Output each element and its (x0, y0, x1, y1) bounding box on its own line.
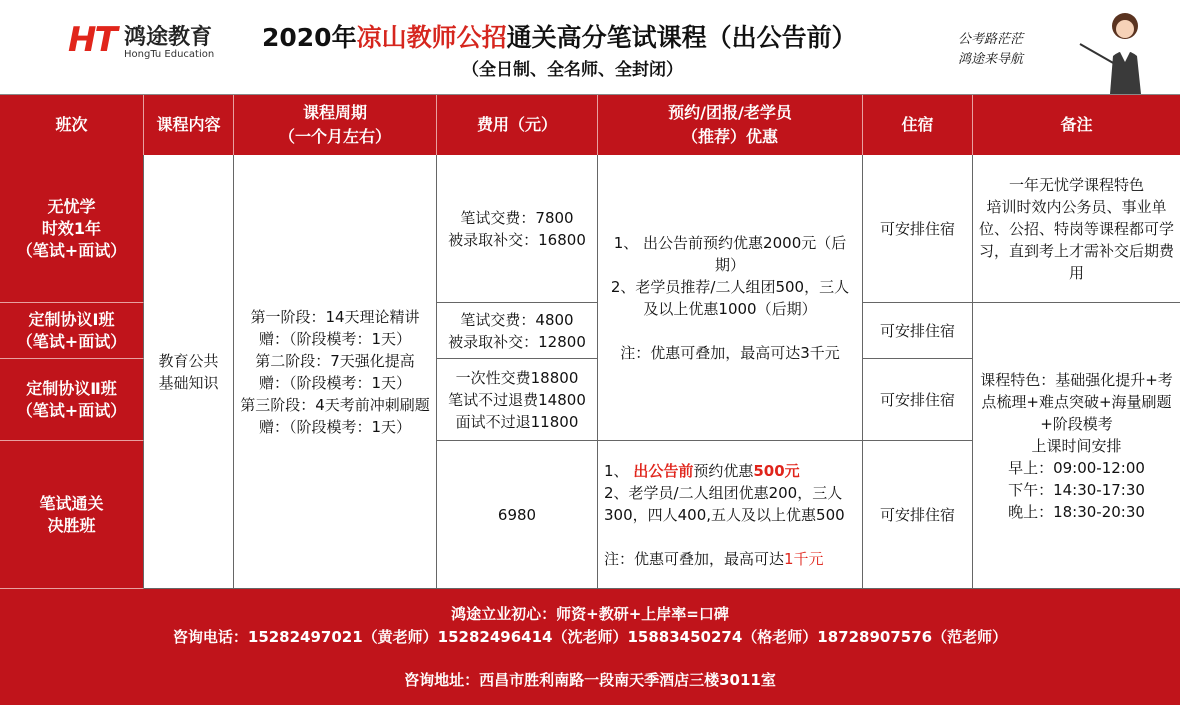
column-header-lodging: 住宿 (863, 95, 973, 155)
contact-footer (0, 589, 1180, 705)
discount-lower-note: 注：优惠可叠加，最高可达1千元 (604, 549, 824, 568)
logo-english: HongTu Education (124, 49, 215, 60)
slogan: 公考路茫茫 鸿途来导航 (958, 32, 1024, 67)
course-content: 教育公共 基础知识 (144, 155, 234, 589)
page-subtitle: （全日制、全名师、全封闭） (462, 60, 683, 80)
fee-4: 6980 (437, 441, 598, 589)
course-schedule: 第一阶段：14天理论精讲 赠：（阶段模考：1天） 第二阶段：7天强化提高 赠：（阶段模考：1天） 第三阶段：4天考前冲刺刷题 赠：（阶段模考：1天） (234, 155, 437, 589)
remark-lower: 课程特色：基础强化提升+考点梳理+难点突破+海量刷题+阶段模考 上课时间安排 早上：09:00-12:00 下午：14:30-17:30 晚上：18:30-20:30 (973, 303, 1180, 589)
lodging-3: 可安排住宿 (863, 359, 973, 441)
lodging-1: 可安排住宿 (863, 155, 973, 303)
class-name-2: 定制协议Ⅰ班 （笔试+面试） (0, 303, 144, 359)
class-name-4: 笔试通关 决胜班 (0, 441, 144, 589)
discount-lower-line2: 2、老学员/二人组团优惠200，三人300，四人400,五人及以上优惠500 (604, 483, 845, 524)
logo-mark: HT (68, 20, 116, 60)
column-header-period: 课程周期 （一个月左右） (234, 95, 437, 155)
lodging-4: 可安排住宿 (863, 441, 973, 589)
column-header-fee: 费用（元） (437, 95, 598, 155)
footer-address: 咨询地址：西昌市胜利南路一段南天季酒店三楼3011室 (404, 671, 776, 689)
logo-name: 鸿途教育 (124, 25, 213, 50)
fee-1: 笔试交费：7800 被录取补交：16800 (437, 155, 598, 303)
brand-logo (68, 18, 238, 62)
page-header (0, 0, 1180, 95)
fee-2: 笔试交费：4800 被录取补交：12800 (437, 303, 598, 359)
column-header-remark: 备注 (973, 95, 1180, 155)
remark-upper: 一年无忧学课程特色 培训时效内公务员、事业单位、公招、特岗等课程都可学习，直到考上才需补交后期费用 (973, 155, 1180, 303)
column-header-class: 班次 (0, 95, 144, 155)
lodging-2: 可安排住宿 (863, 303, 973, 359)
footer-motto: 鸿途立业初心：师资+教研+上岸率=口碑 (451, 605, 729, 623)
fee-3: 一次性交费18800 笔试不过退费14800 面试不过退11800 (437, 359, 598, 441)
page-title: 2020年凉山教师公招通关高分笔试课程（出公告前） (262, 23, 857, 52)
discount-lower-line1: 1、 出公告前预约优惠500元 (604, 461, 800, 480)
class-name-3: 定制协议Ⅱ班 （笔试+面试） (0, 359, 144, 441)
class-name-1: 无忧学 时效1年 （笔试+面试） (0, 155, 144, 303)
column-header-content: 课程内容 (144, 95, 234, 155)
discount-lower (598, 441, 863, 589)
discount-upper: 1、 出公告前预约优惠2000元（后期） 2、老学员推荐/二人组团500，三人及以上优惠1000（后期） 注：优惠可叠加，最高可达3千元 (598, 155, 863, 441)
column-header-discount: 预约/团报/老学员 （推荐）优惠 (598, 95, 863, 155)
footer-phone: 咨询电话：15282497021（黄老师）15282496414（沈老师）15883450274（格老师）18728907576（范老师） (172, 628, 1008, 646)
teacher-illustration (1075, 4, 1155, 94)
